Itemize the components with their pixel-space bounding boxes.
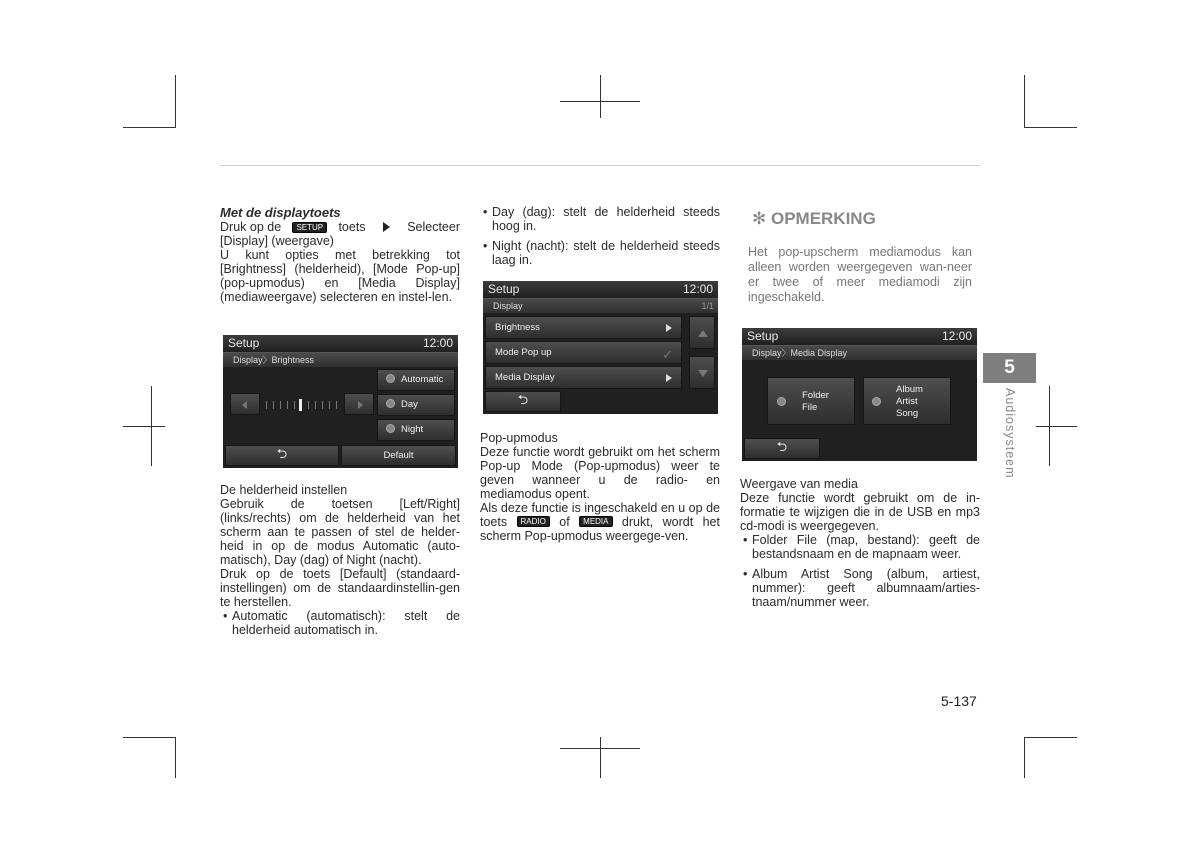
column-1-lower bbox=[220, 483, 460, 637]
step-line-2: [Display] (weergave) bbox=[220, 234, 334, 248]
back-arrow-icon: ⮌ bbox=[776, 439, 788, 454]
screenshot-brightness bbox=[223, 335, 458, 468]
back-button[interactable] bbox=[485, 391, 561, 412]
option-line: Album bbox=[896, 384, 923, 395]
screen-title: Setup bbox=[488, 282, 520, 296]
intro-text: U kunt opties met betrekking tot [Brightness] (helderheid), [Mode Pop-up] (pop-upmodus) en [Media Display] (mediaweergave) selecteren en instel-len. bbox=[220, 248, 460, 304]
option-album-artist-song[interactable] bbox=[863, 377, 951, 425]
popup-body-2-post: drukt, wordt het scherm Pop-upmodus weergege-ven. bbox=[480, 515, 720, 543]
screen-clock: 12:00 bbox=[941, 329, 972, 343]
screen-titlebar bbox=[742, 328, 977, 346]
option-line: Folder bbox=[802, 390, 829, 401]
subheading-popup: Pop-upmodus bbox=[480, 431, 558, 445]
screen-titlebar bbox=[483, 281, 718, 299]
screen-breadcrumb: Display〉Media Display bbox=[742, 346, 977, 360]
column-2-lower bbox=[480, 431, 720, 543]
default-button[interactable] bbox=[341, 445, 456, 466]
brightness-body-1: Gebruik de toetsen [Left/Right] (links/rechts) om de helderheid van het scherm aan te passen of stel de helder-heid in op de modus Automatic (auto-matisch), Day (dag) of Night (nacht). bbox=[220, 497, 460, 567]
menu-item-label: Mode Pop up bbox=[495, 347, 552, 358]
step-mid: toets bbox=[338, 220, 366, 234]
brightness-slider-handle[interactable] bbox=[299, 399, 302, 411]
screen-breadcrumb bbox=[483, 299, 718, 313]
crop-mark bbox=[1024, 737, 1077, 738]
arrow-right-icon bbox=[383, 222, 390, 232]
play-arrow-icon bbox=[666, 374, 672, 382]
screen-clock: 12:00 bbox=[422, 336, 453, 350]
header-rule bbox=[220, 165, 980, 166]
bullet-folder-file: • Folder File (map, bestand): geeft de bestandsnaam en de mapnaam weer. bbox=[740, 533, 980, 561]
brightness-scale bbox=[266, 401, 338, 409]
step-line bbox=[220, 220, 460, 234]
menu-item-brightness[interactable] bbox=[485, 316, 682, 339]
crop-mark bbox=[560, 748, 640, 749]
brightness-right-button[interactable] bbox=[344, 393, 374, 415]
brightness-left-button[interactable] bbox=[230, 393, 260, 415]
crop-mark bbox=[175, 737, 176, 778]
option-day[interactable] bbox=[377, 394, 455, 416]
option-label: Automatic bbox=[401, 374, 444, 385]
scroll-down-button[interactable] bbox=[689, 356, 715, 389]
back-arrow-icon: ⮌ bbox=[517, 392, 529, 407]
screen-clock: 12:00 bbox=[682, 282, 713, 296]
note-body: Het pop-upscherm mediamodus kan alleen worden weergegeven wan-neer er twee of meer mediamodi zijn ingeschakeld. bbox=[748, 245, 972, 304]
popup-body-2-pre: Als deze functie is ingeschakeld en u op de toets bbox=[480, 501, 720, 529]
radio-dot-icon bbox=[386, 399, 395, 408]
crop-mark bbox=[123, 127, 176, 128]
crop-mark bbox=[600, 737, 601, 778]
chapter-tab: 5 bbox=[983, 353, 1036, 383]
column-1 bbox=[220, 206, 460, 304]
radio-dot-icon bbox=[872, 397, 881, 406]
play-arrow-icon bbox=[666, 324, 672, 332]
column-2 bbox=[480, 205, 720, 267]
crumb-label: Display bbox=[493, 301, 523, 311]
setup-key-icon: SETUP bbox=[292, 222, 327, 233]
radio-dot-icon bbox=[777, 397, 786, 406]
screen-title: Setup bbox=[228, 336, 260, 350]
option-label: Night bbox=[401, 424, 424, 435]
crop-mark bbox=[1024, 127, 1077, 128]
option-line: Song bbox=[896, 408, 919, 419]
screenshot-display-menu bbox=[483, 281, 718, 414]
crop-mark bbox=[1036, 426, 1077, 427]
menu-item-label: Media Display bbox=[495, 372, 555, 383]
option-night[interactable] bbox=[377, 419, 455, 441]
chapter-side-label: Audiosysteem bbox=[1003, 388, 1017, 479]
radio-key-icon: RADIO bbox=[517, 516, 550, 527]
back-arrow-icon: ⮌ bbox=[276, 446, 288, 461]
section-heading: Met de displaytoets bbox=[220, 205, 341, 220]
default-label: Default bbox=[383, 450, 414, 461]
column-3-lower bbox=[740, 477, 980, 609]
subheading-brightness: De helderheid instellen bbox=[220, 483, 348, 497]
crop-mark bbox=[123, 737, 176, 738]
screen-titlebar bbox=[223, 335, 458, 353]
crop-mark bbox=[1024, 75, 1025, 128]
radio-dot-icon bbox=[386, 374, 395, 383]
option-automatic[interactable] bbox=[377, 369, 455, 391]
scroll-down-icon bbox=[698, 370, 708, 377]
back-button[interactable] bbox=[744, 438, 820, 459]
note-title: ✻ OPMERKING bbox=[752, 209, 876, 228]
bullet-album-artist-song: • Album Artist Song (album, artiest, nummer): geeft albumnaam/arties-tnaam/nummer weer. bbox=[740, 567, 980, 609]
checkmark-icon: ✓ bbox=[662, 347, 673, 362]
brightness-body-2: Druk op de toets [Default] (standaard-instellingen) om de standaardinstellin-gen te herstellen. bbox=[220, 567, 460, 609]
media-body: Deze functie wordt gebruikt om de in-formatie te wijzigen die in de USB en mp3 cd-modi is weergegeven. bbox=[740, 491, 980, 533]
popup-body-1: Deze functie wordt gebruikt om het scherm Pop-up Mode (Pop-upmodus) weer te geven wanneer u de radio- en mediamodus opent. bbox=[480, 445, 720, 501]
bullet-automatic: • Automatic (automatisch): stelt de helderheid automatisch in. bbox=[220, 609, 460, 637]
crop-mark bbox=[560, 101, 640, 102]
step-post: Selecteer bbox=[407, 220, 460, 234]
menu-item-media-display[interactable] bbox=[485, 366, 682, 389]
screen-breadcrumb: Display〉Brightness bbox=[223, 353, 458, 367]
crop-mark bbox=[175, 75, 176, 128]
menu-item-label: Brightness bbox=[495, 322, 540, 333]
option-line: Artist bbox=[896, 396, 918, 407]
back-button[interactable] bbox=[225, 445, 339, 466]
bullet-night: • Night (nacht): stelt de helderheid steeds laag in. bbox=[480, 239, 720, 267]
option-line: File bbox=[802, 402, 818, 413]
menu-item-mode-pop-up[interactable] bbox=[485, 341, 682, 364]
scroll-up-icon bbox=[698, 330, 708, 337]
option-folder-file[interactable] bbox=[767, 377, 855, 425]
crop-mark bbox=[1024, 737, 1025, 778]
screenshot-media-display bbox=[742, 328, 977, 461]
page-indicator: 1/1 bbox=[701, 301, 714, 311]
step-pre: Druk op de bbox=[220, 220, 282, 234]
option-label: Day bbox=[401, 399, 418, 410]
crop-mark bbox=[123, 426, 165, 427]
page-number: 5-137 bbox=[941, 693, 977, 709]
screen-title: Setup bbox=[747, 329, 779, 343]
subheading-media: Weergave van media bbox=[740, 477, 858, 491]
media-key-icon: MEDIA bbox=[579, 516, 612, 527]
radio-dot-icon bbox=[386, 424, 395, 433]
arrow-left-icon bbox=[242, 401, 247, 409]
bullet-day: • Day (dag): stelt de helderheid steeds hoog in. bbox=[480, 205, 720, 233]
popup-body-2-of: of bbox=[559, 515, 570, 529]
scroll-up-button[interactable] bbox=[689, 316, 715, 349]
crop-mark bbox=[600, 75, 601, 118]
popup-body-2 bbox=[480, 501, 720, 543]
arrow-right-icon bbox=[358, 401, 363, 409]
